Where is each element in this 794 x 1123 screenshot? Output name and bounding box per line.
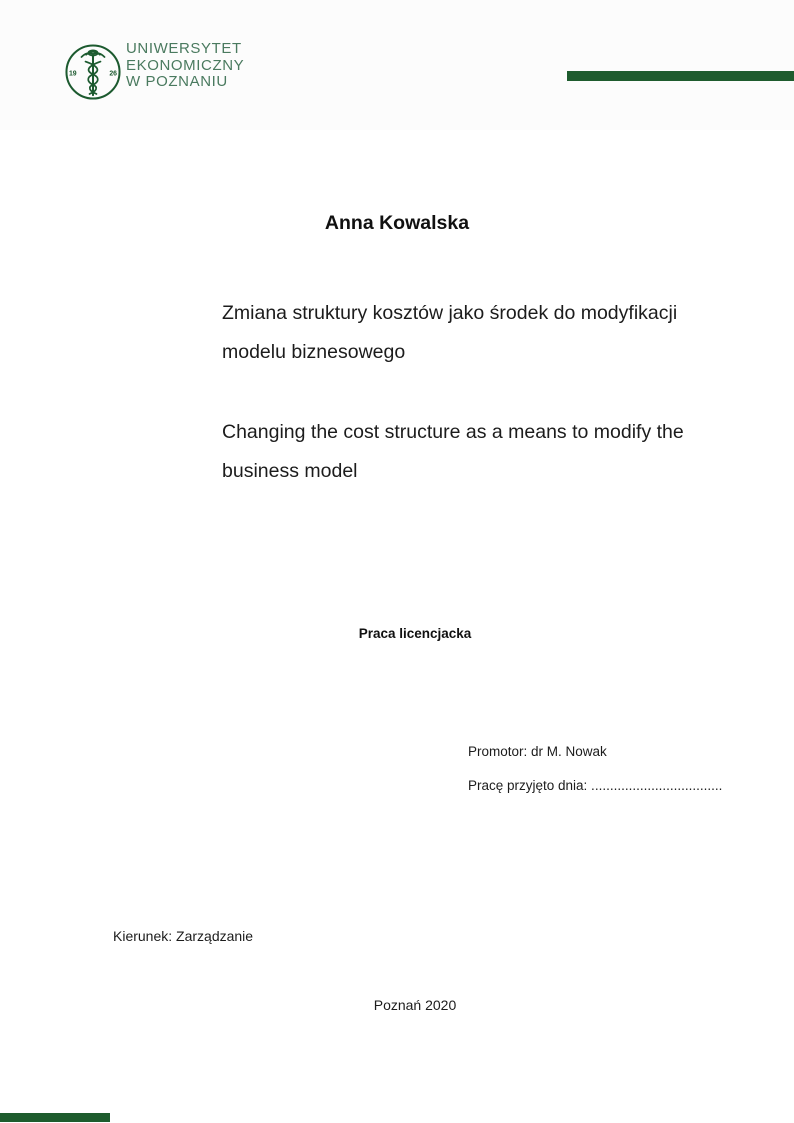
university-wordmark — [126, 41, 244, 91]
caduceus-icon — [64, 42, 122, 102]
city-year-line: Poznań 2020 — [373, 997, 457, 1013]
supervisor-line: Promotor: dr M. Nowak — [468, 744, 607, 759]
thesis-title-pl — [222, 294, 732, 372]
thesis-title-en — [222, 413, 732, 491]
thesis-type-label: Praca licencjacka — [358, 626, 472, 641]
thesis-title-pl-line-2: modelu biznesowego — [222, 341, 406, 363]
author-name: Anna Kowalska — [324, 212, 470, 234]
header-accent-bar — [567, 71, 794, 81]
wordmark-line-2: EKONOMICZNY — [126, 56, 245, 74]
svg-text:26: 26 — [109, 70, 118, 78]
thesis-title-pl-line-1: Zmiana struktury kosztów jako środek do modyfikacji — [222, 302, 678, 324]
wordmark-line-1: UNIWERSYTET — [126, 40, 242, 57]
field-of-study-line: Kierunek: Zarządzanie — [113, 928, 254, 944]
svg-text:19: 19 — [68, 70, 77, 78]
supervisor-block — [468, 735, 768, 803]
thesis-title-en-line-1: Changing the cost structure as a means to modify the — [222, 421, 684, 443]
footer-accent-bar — [0, 1113, 110, 1122]
thesis-title-en-line-2: business model — [222, 460, 358, 482]
wordmark-line-3: W POZNANIU — [126, 73, 228, 90]
university-logo — [64, 42, 122, 102]
acceptance-date-line: Pracę przyjęto dnia: ................................... — [468, 778, 723, 793]
